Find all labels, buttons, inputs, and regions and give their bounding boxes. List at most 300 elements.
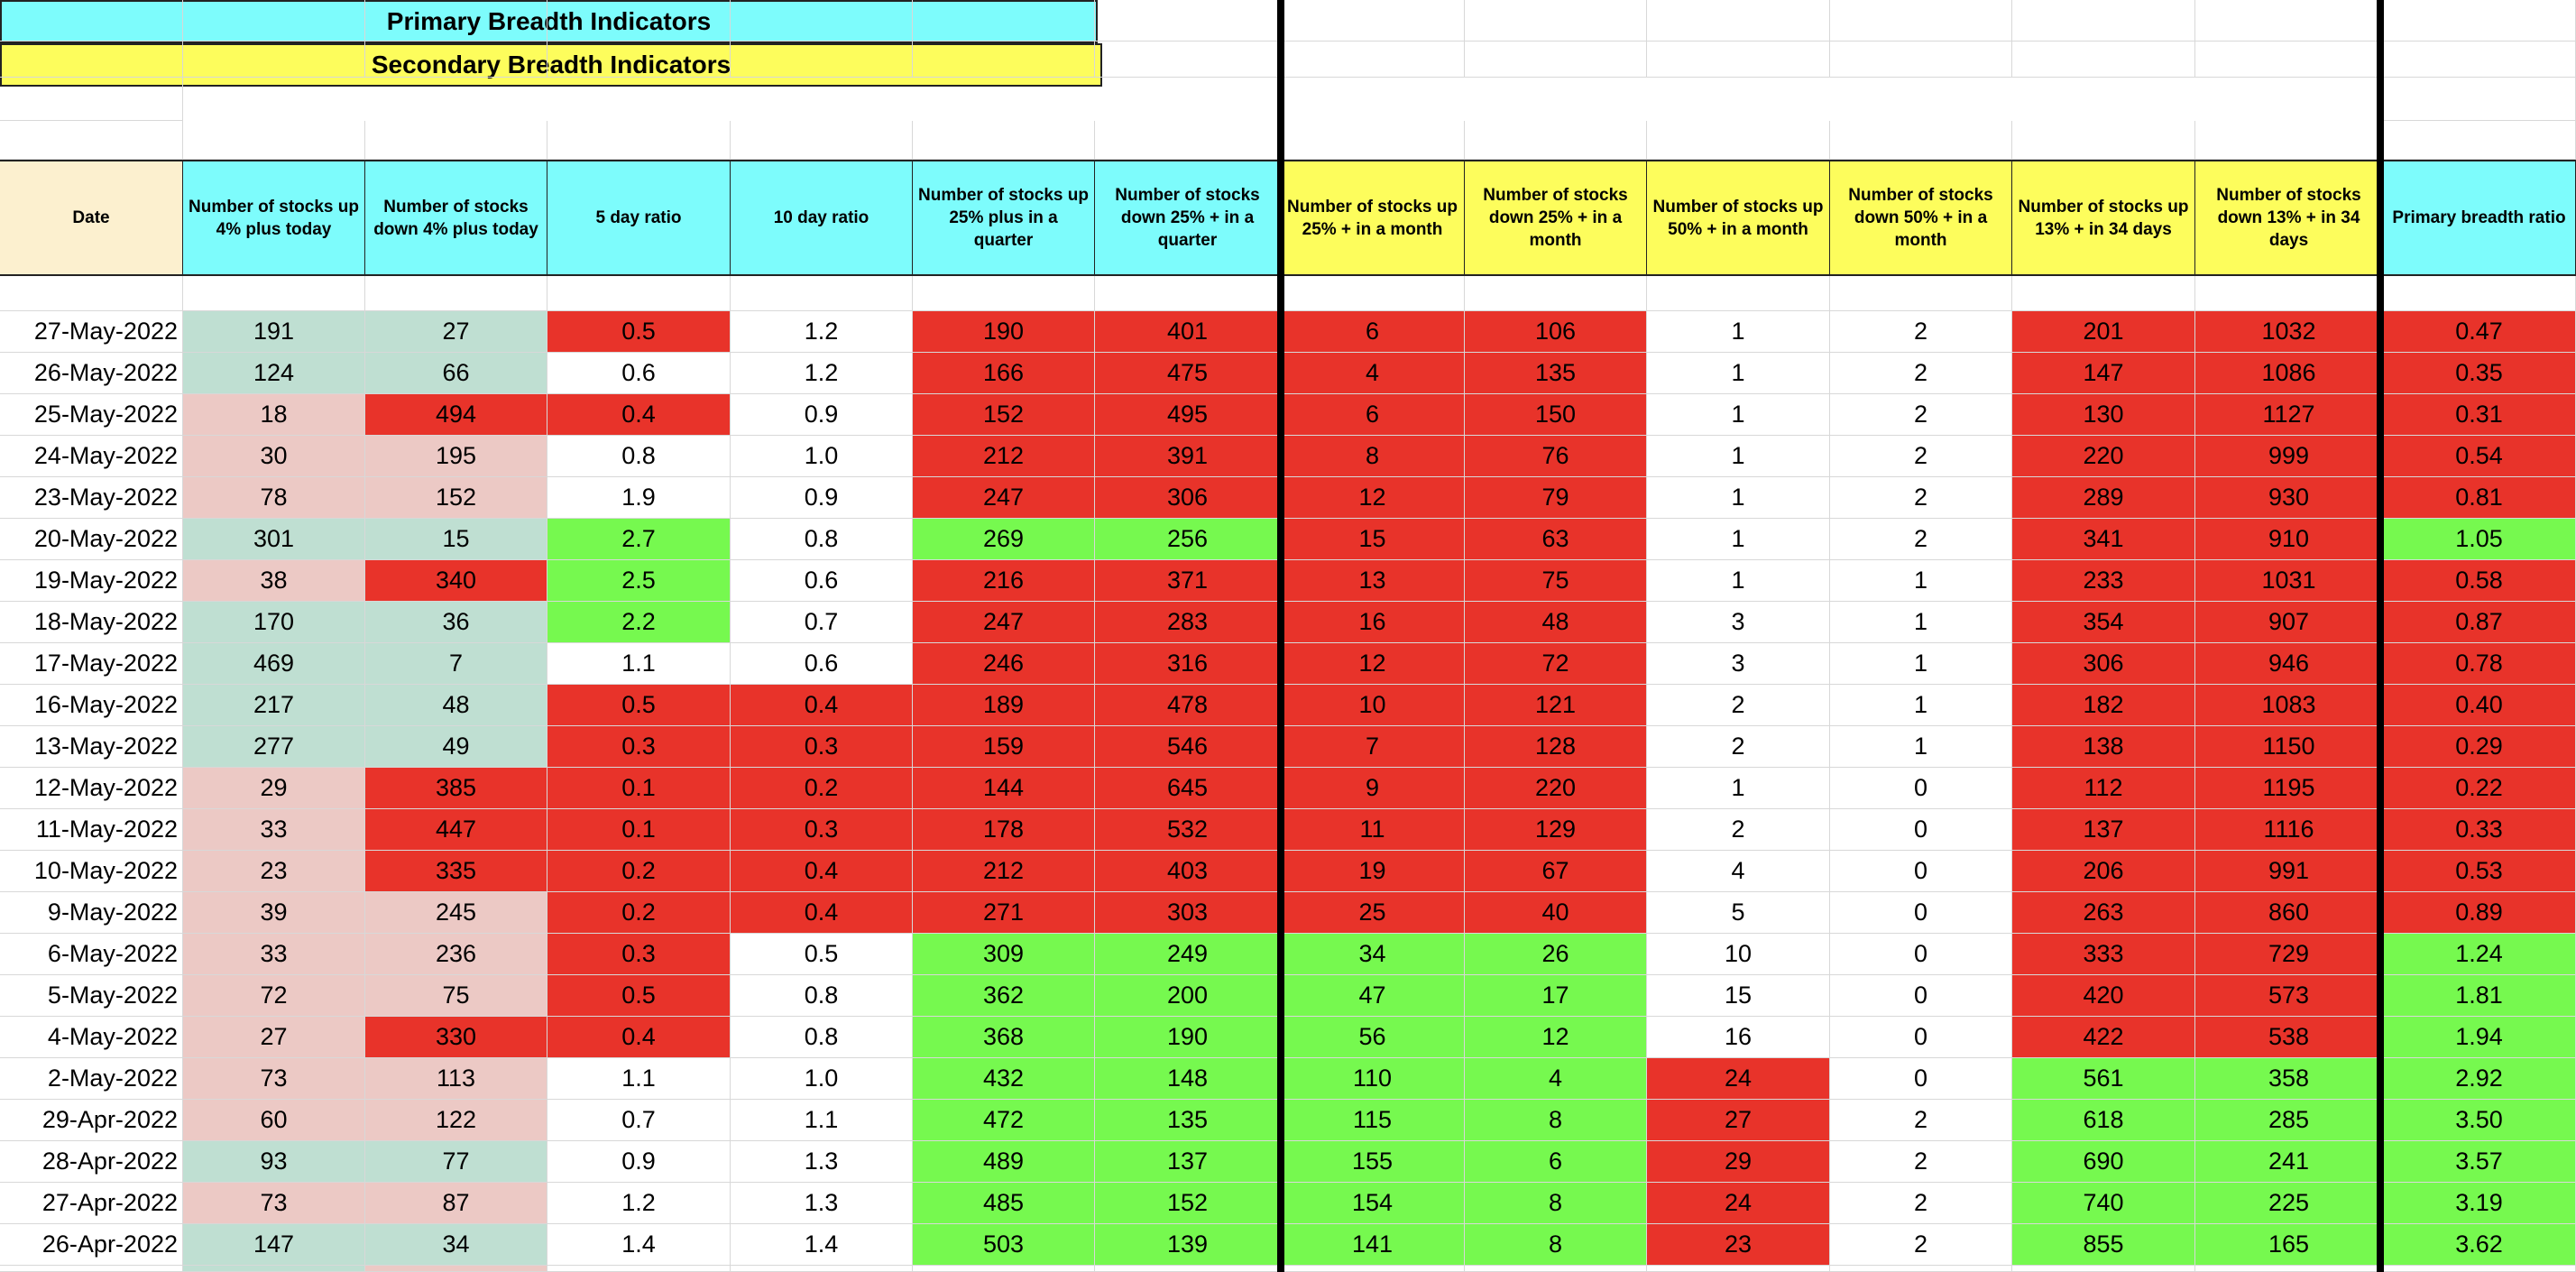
empty-cell[interactable] — [1465, 121, 1647, 160]
empty-cell[interactable] — [731, 276, 913, 311]
column-header[interactable]: Number of stocks down 25% + in a month — [1465, 160, 1647, 276]
data-cell[interactable]: 29 — [183, 768, 365, 809]
data-cell[interactable]: 618 — [2012, 1100, 2195, 1141]
empty-cell[interactable] — [0, 41, 183, 78]
data-cell[interactable]: 12 — [1281, 477, 1465, 519]
data-cell[interactable]: 15 — [1647, 975, 1830, 1017]
data-cell[interactable]: 77 — [365, 1141, 547, 1183]
column-header[interactable]: Number of stocks up 25% plus in a quarter — [913, 160, 1095, 276]
data-cell[interactable]: 1 — [1647, 394, 1830, 436]
column-header[interactable]: Number of stocks down 4% plus today — [365, 160, 547, 276]
data-cell[interactable]: 1031 — [2195, 560, 2383, 602]
data-cell[interactable]: 29 — [1647, 1141, 1830, 1183]
data-cell[interactable]: 155 — [1281, 1141, 1465, 1183]
data-cell[interactable]: 201 — [2012, 311, 2195, 353]
data-cell[interactable]: 47 — [1281, 975, 1465, 1017]
data-cell[interactable]: 225 — [2195, 1183, 2383, 1224]
data-cell[interactable]: 18 — [183, 394, 365, 436]
data-cell[interactable]: 152 — [365, 477, 547, 519]
data-cell[interactable]: 645 — [1095, 768, 1281, 809]
data-cell[interactable]: 368 — [913, 1017, 1095, 1058]
data-cell[interactable]: 66 — [365, 353, 547, 394]
data-cell[interactable]: 401 — [1095, 311, 1281, 353]
empty-cell[interactable] — [1830, 1266, 2012, 1272]
empty-cell[interactable] — [0, 121, 183, 160]
empty-cell[interactable] — [1647, 41, 1830, 78]
empty-cell[interactable] — [1830, 121, 2012, 160]
data-cell[interactable]: 1.4 — [731, 1224, 913, 1266]
data-cell[interactable]: 190 — [1095, 1017, 1281, 1058]
data-cell[interactable]: 3.50 — [2383, 1100, 2576, 1141]
empty-cell[interactable] — [1647, 276, 1830, 311]
data-cell[interactable]: 24 — [1647, 1183, 1830, 1224]
data-cell[interactable]: 233 — [2012, 560, 2195, 602]
data-cell[interactable]: 2 — [1647, 809, 1830, 851]
data-cell[interactable]: 0.9 — [731, 477, 913, 519]
empty-cell[interactable] — [1095, 1266, 1281, 1272]
data-cell[interactable]: 25 — [1281, 892, 1465, 934]
data-cell[interactable]: 340 — [365, 560, 547, 602]
data-cell[interactable]: 0.40 — [2383, 685, 2576, 726]
data-cell[interactable]: 478 — [1095, 685, 1281, 726]
empty-cell[interactable] — [547, 276, 731, 311]
data-cell[interactable]: 0.8 — [547, 436, 731, 477]
data-cell[interactable]: 16 — [1647, 1017, 1830, 1058]
date-cell[interactable]: 28-Apr-2022 — [0, 1141, 183, 1183]
data-cell[interactable]: 15 — [365, 519, 547, 560]
empty-cell[interactable] — [2195, 276, 2383, 311]
data-cell[interactable]: 0.8 — [731, 975, 913, 1017]
data-cell[interactable]: 0.8 — [731, 1017, 913, 1058]
date-cell[interactable]: 27-May-2022 — [0, 311, 183, 353]
date-cell[interactable]: 16-May-2022 — [0, 685, 183, 726]
empty-cell[interactable] — [0, 78, 183, 121]
date-cell[interactable]: 2-May-2022 — [0, 1058, 183, 1100]
empty-cell[interactable] — [913, 41, 1095, 78]
data-cell[interactable]: 23 — [183, 851, 365, 892]
data-cell[interactable]: 148 — [1095, 1058, 1281, 1100]
date-cell[interactable]: 12-May-2022 — [0, 768, 183, 809]
date-cell[interactable]: 23-May-2022 — [0, 477, 183, 519]
data-cell[interactable]: 503 — [913, 1224, 1095, 1266]
data-cell[interactable]: 2 — [1830, 1141, 2012, 1183]
data-cell[interactable]: 0 — [1830, 934, 2012, 975]
empty-cell[interactable] — [2012, 41, 2195, 78]
data-cell[interactable]: 220 — [2012, 436, 2195, 477]
empty-cell[interactable] — [2383, 41, 2576, 78]
empty-cell[interactable] — [1281, 41, 1465, 78]
empty-cell[interactable] — [913, 276, 1095, 311]
data-cell[interactable]: 30 — [183, 436, 365, 477]
data-cell[interactable]: 2.2 — [547, 602, 731, 643]
data-cell[interactable]: 182 — [2012, 685, 2195, 726]
data-cell[interactable]: 1 — [1830, 602, 2012, 643]
data-cell[interactable]: 24 — [1647, 1058, 1830, 1100]
data-cell[interactable]: 75 — [365, 975, 547, 1017]
data-cell[interactable]: 1 — [1647, 311, 1830, 353]
date-cell[interactable]: 10-May-2022 — [0, 851, 183, 892]
data-cell[interactable]: 0 — [1830, 1058, 2012, 1100]
data-cell[interactable]: 930 — [2195, 477, 2383, 519]
data-cell[interactable]: 137 — [1095, 1141, 1281, 1183]
data-cell[interactable]: 106 — [1465, 311, 1647, 353]
data-cell[interactable]: 283 — [1095, 602, 1281, 643]
data-cell[interactable]: 0.5 — [731, 934, 913, 975]
column-header[interactable]: Primary breadth ratio — [2383, 160, 2576, 276]
data-cell[interactable]: 0.31 — [2383, 394, 2576, 436]
data-cell[interactable]: 0.9 — [547, 1141, 731, 1183]
data-cell[interactable]: 855 — [2012, 1224, 2195, 1266]
data-cell[interactable]: 740 — [2012, 1183, 2195, 1224]
empty-cell[interactable] — [547, 41, 731, 78]
data-cell[interactable]: 333 — [2012, 934, 2195, 975]
column-header[interactable]: Date — [0, 160, 183, 276]
data-cell[interactable]: 1.4 — [547, 1224, 731, 1266]
data-cell[interactable]: 2.5 — [547, 560, 731, 602]
data-cell[interactable]: 39 — [183, 892, 365, 934]
data-cell[interactable]: 73 — [183, 1058, 365, 1100]
empty-cell[interactable] — [547, 1266, 731, 1272]
empty-cell[interactable] — [1647, 1266, 1830, 1272]
data-cell[interactable]: 999 — [2195, 436, 2383, 477]
empty-cell[interactable] — [2195, 41, 2383, 78]
data-cell[interactable]: 1 — [1647, 768, 1830, 809]
data-cell[interactable]: 4 — [1647, 851, 1830, 892]
data-cell[interactable]: 11 — [1281, 809, 1465, 851]
data-cell[interactable]: 27 — [365, 311, 547, 353]
data-cell[interactable]: 166 — [913, 353, 1095, 394]
data-cell[interactable]: 110 — [1281, 1058, 1465, 1100]
data-cell[interactable]: 1.3 — [731, 1183, 913, 1224]
data-cell[interactable]: 135 — [1465, 353, 1647, 394]
data-cell[interactable]: 6 — [1281, 394, 1465, 436]
data-cell[interactable]: 34 — [1281, 934, 1465, 975]
data-cell[interactable]: 36 — [365, 602, 547, 643]
data-cell[interactable]: 4 — [1281, 353, 1465, 394]
data-cell[interactable]: 469 — [183, 643, 365, 685]
data-cell[interactable]: 1.1 — [547, 643, 731, 685]
data-cell[interactable]: 195 — [365, 436, 547, 477]
data-cell[interactable]: 0.6 — [731, 560, 913, 602]
data-cell[interactable]: 1 — [1830, 643, 2012, 685]
data-cell[interactable]: 5 — [1647, 892, 1830, 934]
column-header[interactable]: Number of stocks up 25% + in a month — [1281, 160, 1465, 276]
empty-cell[interactable] — [1281, 1266, 1465, 1272]
data-cell[interactable]: 247 — [913, 602, 1095, 643]
data-cell[interactable]: 19 — [1281, 851, 1465, 892]
data-cell[interactable]: 0.3 — [547, 726, 731, 768]
data-cell[interactable]: 1083 — [2195, 685, 2383, 726]
data-cell[interactable]: 907 — [2195, 602, 2383, 643]
data-cell[interactable]: 3.62 — [2383, 1224, 2576, 1266]
data-cell[interactable]: 1 — [1830, 560, 2012, 602]
data-cell[interactable]: 33 — [183, 809, 365, 851]
data-cell[interactable]: 33 — [183, 934, 365, 975]
data-cell[interactable]: 256 — [1095, 519, 1281, 560]
data-cell[interactable]: 362 — [913, 975, 1095, 1017]
data-cell[interactable]: 0 — [1830, 851, 2012, 892]
data-cell[interactable]: 1.0 — [731, 436, 913, 477]
data-cell[interactable]: 2 — [1830, 1224, 2012, 1266]
data-cell[interactable]: 189 — [913, 685, 1095, 726]
empty-cell[interactable] — [1465, 1266, 1647, 1272]
empty-cell[interactable] — [183, 41, 365, 78]
empty-cell[interactable] — [0, 0, 183, 41]
data-cell[interactable]: 78 — [183, 477, 365, 519]
date-cell[interactable]: 26-Apr-2022 — [0, 1224, 183, 1266]
empty-cell[interactable] — [547, 0, 731, 41]
empty-cell[interactable] — [1647, 121, 1830, 160]
empty-cell[interactable] — [1281, 0, 1465, 41]
data-cell[interactable]: 1.94 — [2383, 1017, 2576, 1058]
data-cell[interactable]: 573 — [2195, 975, 2383, 1017]
data-cell[interactable]: 0.4 — [731, 851, 913, 892]
empty-cell[interactable] — [1095, 276, 1281, 311]
data-cell[interactable]: 3 — [1647, 643, 1830, 685]
data-cell[interactable]: 1.1 — [731, 1100, 913, 1141]
data-cell[interactable]: 139 — [1095, 1224, 1281, 1266]
data-cell[interactable]: 79 — [1465, 477, 1647, 519]
data-cell[interactable]: 432 — [913, 1058, 1095, 1100]
data-cell[interactable]: 489 — [913, 1141, 1095, 1183]
empty-cell[interactable] — [1095, 0, 1281, 41]
data-cell[interactable]: 15 — [1281, 519, 1465, 560]
data-cell[interactable]: 141 — [1281, 1224, 1465, 1266]
empty-cell[interactable] — [1647, 0, 1830, 41]
data-cell[interactable]: 391 — [1095, 436, 1281, 477]
data-cell[interactable]: 4 — [1465, 1058, 1647, 1100]
data-cell[interactable]: 27 — [1647, 1100, 1830, 1141]
data-cell[interactable]: 1 — [1830, 685, 2012, 726]
column-header[interactable]: Number of stocks up 50% + in a month — [1647, 160, 1830, 276]
data-cell[interactable]: 0.47 — [2383, 311, 2576, 353]
data-cell[interactable]: 7 — [365, 643, 547, 685]
data-cell[interactable]: 3.19 — [2383, 1183, 2576, 1224]
data-cell[interactable]: 2 — [1830, 394, 2012, 436]
data-cell[interactable]: 1 — [1647, 519, 1830, 560]
data-cell[interactable]: 1.0 — [731, 1058, 913, 1100]
data-cell[interactable]: 241 — [2195, 1141, 2383, 1183]
data-cell[interactable]: 2 — [1830, 477, 2012, 519]
data-cell[interactable]: 860 — [2195, 892, 2383, 934]
empty-cell[interactable] — [183, 121, 365, 160]
data-cell[interactable]: 1.9 — [547, 477, 731, 519]
data-cell[interactable]: 135 — [1095, 1100, 1281, 1141]
empty-cell[interactable] — [913, 1266, 1095, 1272]
data-cell[interactable]: 48 — [1465, 602, 1647, 643]
empty-cell[interactable] — [0, 1266, 183, 1272]
data-cell[interactable]: 9 — [1281, 768, 1465, 809]
data-cell[interactable]: 0.6 — [731, 643, 913, 685]
data-cell[interactable]: 216 — [913, 560, 1095, 602]
data-cell[interactable]: 2 — [1830, 436, 2012, 477]
data-cell[interactable]: 191 — [183, 311, 365, 353]
empty-cell[interactable] — [0, 276, 183, 311]
data-cell[interactable]: 263 — [2012, 892, 2195, 934]
date-cell[interactable]: 24-May-2022 — [0, 436, 183, 477]
data-cell[interactable]: 0.81 — [2383, 477, 2576, 519]
data-cell[interactable]: 236 — [365, 934, 547, 975]
data-cell[interactable]: 2.7 — [547, 519, 731, 560]
data-cell[interactable]: 1.81 — [2383, 975, 2576, 1017]
data-cell[interactable]: 129 — [1465, 809, 1647, 851]
empty-cell[interactable] — [731, 1266, 913, 1272]
data-cell[interactable]: 330 — [365, 1017, 547, 1058]
date-cell[interactable]: 18-May-2022 — [0, 602, 183, 643]
data-cell[interactable]: 0.33 — [2383, 809, 2576, 851]
data-cell[interactable]: 8 — [1465, 1224, 1647, 1266]
data-cell[interactable]: 112 — [2012, 768, 2195, 809]
data-cell[interactable]: 130 — [2012, 394, 2195, 436]
data-cell[interactable]: 190 — [913, 311, 1095, 353]
data-cell[interactable]: 8 — [1465, 1100, 1647, 1141]
data-cell[interactable]: 38 — [183, 560, 365, 602]
data-cell[interactable]: 154 — [1281, 1183, 1465, 1224]
data-cell[interactable]: 2 — [1830, 1183, 2012, 1224]
empty-cell[interactable] — [2195, 1266, 2383, 1272]
column-header[interactable]: Number of stocks down 25% + in a quarter — [1095, 160, 1281, 276]
data-cell[interactable]: 271 — [913, 892, 1095, 934]
data-cell[interactable]: 0.1 — [547, 768, 731, 809]
data-cell[interactable]: 12 — [1465, 1017, 1647, 1058]
data-cell[interactable]: 212 — [913, 436, 1095, 477]
data-cell[interactable]: 1 — [1647, 353, 1830, 394]
data-cell[interactable]: 10 — [1281, 685, 1465, 726]
data-cell[interactable]: 137 — [2012, 809, 2195, 851]
empty-cell[interactable] — [2195, 121, 2383, 160]
data-cell[interactable]: 0.1 — [547, 809, 731, 851]
empty-cell[interactable] — [731, 0, 913, 41]
data-cell[interactable]: 49 — [365, 726, 547, 768]
data-cell[interactable]: 249 — [1095, 934, 1281, 975]
data-cell[interactable]: 0.89 — [2383, 892, 2576, 934]
data-cell[interactable]: 170 — [183, 602, 365, 643]
data-cell[interactable]: 494 — [365, 394, 547, 436]
data-cell[interactable]: 0.6 — [547, 353, 731, 394]
data-cell[interactable]: 26 — [1465, 934, 1647, 975]
data-cell[interactable]: 1127 — [2195, 394, 2383, 436]
data-cell[interactable]: 0.4 — [547, 1017, 731, 1058]
data-cell[interactable]: 371 — [1095, 560, 1281, 602]
data-cell[interactable]: 0.54 — [2383, 436, 2576, 477]
data-cell[interactable]: 8 — [1281, 436, 1465, 477]
empty-cell[interactable] — [731, 121, 913, 160]
data-cell[interactable]: 2 — [1830, 311, 2012, 353]
data-cell[interactable]: 0.7 — [547, 1100, 731, 1141]
date-cell[interactable]: 13-May-2022 — [0, 726, 183, 768]
data-cell[interactable]: 72 — [1465, 643, 1647, 685]
data-cell[interactable]: 0 — [1830, 768, 2012, 809]
data-cell[interactable]: 0.8 — [731, 519, 913, 560]
empty-cell[interactable] — [1281, 121, 1465, 160]
empty-cell[interactable] — [731, 41, 913, 78]
date-cell[interactable]: 9-May-2022 — [0, 892, 183, 934]
date-cell[interactable]: 19-May-2022 — [0, 560, 183, 602]
date-cell[interactable]: 4-May-2022 — [0, 1017, 183, 1058]
data-cell[interactable]: 0.5 — [547, 311, 731, 353]
data-cell[interactable]: 87 — [365, 1183, 547, 1224]
data-cell[interactable]: 17 — [1465, 975, 1647, 1017]
data-cell[interactable]: 217 — [183, 685, 365, 726]
empty-cell[interactable] — [1830, 41, 2012, 78]
data-cell[interactable]: 75 — [1465, 560, 1647, 602]
data-cell[interactable]: 0.58 — [2383, 560, 2576, 602]
column-header[interactable]: Number of stocks down 50% + in a month — [1830, 160, 2012, 276]
data-cell[interactable]: 561 — [2012, 1058, 2195, 1100]
data-cell[interactable]: 538 — [2195, 1017, 2383, 1058]
empty-cell[interactable] — [365, 0, 547, 41]
data-cell[interactable]: 93 — [183, 1141, 365, 1183]
data-cell[interactable]: 124 — [183, 353, 365, 394]
data-cell[interactable]: 16 — [1281, 602, 1465, 643]
data-cell[interactable]: 0.5 — [547, 975, 731, 1017]
data-cell[interactable]: 56 — [1281, 1017, 1465, 1058]
data-cell[interactable]: 1.05 — [2383, 519, 2576, 560]
empty-cell[interactable] — [913, 121, 1095, 160]
empty-cell[interactable] — [365, 121, 547, 160]
data-cell[interactable]: 1195 — [2195, 768, 2383, 809]
data-cell[interactable]: 245 — [365, 892, 547, 934]
data-cell[interactable]: 2 — [1647, 685, 1830, 726]
data-cell[interactable]: 420 — [2012, 975, 2195, 1017]
data-cell[interactable]: 0.53 — [2383, 851, 2576, 892]
data-cell[interactable]: 2 — [1647, 726, 1830, 768]
data-cell[interactable]: 495 — [1095, 394, 1281, 436]
data-cell[interactable]: 0 — [1830, 892, 2012, 934]
data-cell[interactable]: 128 — [1465, 726, 1647, 768]
data-cell[interactable]: 1.2 — [547, 1183, 731, 1224]
data-cell[interactable]: 0.4 — [731, 892, 913, 934]
data-cell[interactable]: 48 — [365, 685, 547, 726]
data-cell[interactable]: 1 — [1647, 560, 1830, 602]
empty-cell[interactable] — [2383, 121, 2576, 160]
empty-cell[interactable] — [1281, 276, 1465, 311]
data-cell[interactable]: 2 — [1830, 1100, 2012, 1141]
data-cell[interactable]: 212 — [913, 851, 1095, 892]
data-cell[interactable]: 910 — [2195, 519, 2383, 560]
data-cell[interactable]: 0.5 — [547, 685, 731, 726]
date-cell[interactable]: 26-May-2022 — [0, 353, 183, 394]
data-cell[interactable]: 0.3 — [547, 934, 731, 975]
data-cell[interactable]: 690 — [2012, 1141, 2195, 1183]
date-cell[interactable]: 29-Apr-2022 — [0, 1100, 183, 1141]
data-cell[interactable]: 1086 — [2195, 353, 2383, 394]
data-cell[interactable]: 3 — [1647, 602, 1830, 643]
data-cell[interactable]: 6 — [1281, 311, 1465, 353]
data-cell[interactable]: 1 — [1830, 726, 2012, 768]
data-cell[interactable]: 0.3 — [731, 809, 913, 851]
data-cell[interactable]: 0 — [1830, 1017, 2012, 1058]
data-cell[interactable]: 1.1 — [547, 1058, 731, 1100]
data-cell[interactable]: 122 — [365, 1100, 547, 1141]
data-cell[interactable]: 7 — [1281, 726, 1465, 768]
column-header[interactable]: 10 day ratio — [731, 160, 913, 276]
data-cell[interactable]: 403 — [1095, 851, 1281, 892]
data-cell[interactable]: 63 — [1465, 519, 1647, 560]
data-cell[interactable]: 220 — [1465, 768, 1647, 809]
data-cell[interactable]: 2.92 — [2383, 1058, 2576, 1100]
column-header[interactable]: 5 day ratio — [547, 160, 731, 276]
empty-cell[interactable] — [2383, 78, 2576, 121]
empty-cell[interactable] — [1465, 41, 1647, 78]
column-header[interactable]: Number of stocks up 13% + in 34 days — [2012, 160, 2195, 276]
data-cell[interactable]: 1.2 — [731, 311, 913, 353]
empty-cell[interactable] — [2383, 1266, 2576, 1272]
data-cell[interactable]: 1 — [1647, 477, 1830, 519]
data-cell[interactable]: 113 — [365, 1058, 547, 1100]
data-cell[interactable]: 67 — [1465, 851, 1647, 892]
data-cell[interactable]: 946 — [2195, 643, 2383, 685]
